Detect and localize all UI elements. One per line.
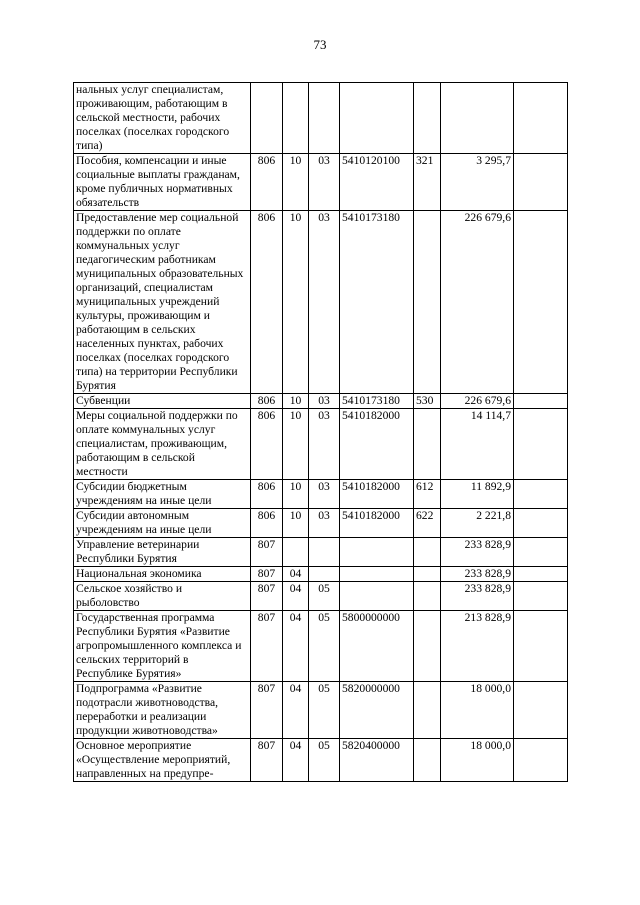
extra-cell xyxy=(514,480,568,509)
ministry-code-cell: 806 xyxy=(251,211,283,394)
extra-cell xyxy=(514,409,568,480)
amount-cell: 3 295,7 xyxy=(441,154,514,211)
subsection-cell xyxy=(309,538,340,567)
row-name-cell: Государственная программа Республики Бурятия «Развитие агропромышленного комплекса и сельских территорий в Республике Бурятия» xyxy=(74,611,251,682)
section-cell: 10 xyxy=(283,509,309,538)
subsection-cell: 03 xyxy=(309,409,340,480)
section-cell: 10 xyxy=(283,154,309,211)
subsection-cell: 03 xyxy=(309,509,340,538)
extra-cell xyxy=(514,211,568,394)
row-name-cell: Субсидии автономным учреждениям на иные цели xyxy=(74,509,251,538)
amount-cell: 213 828,9 xyxy=(441,611,514,682)
table-row xyxy=(74,582,568,611)
ministry-code-cell: 807 xyxy=(251,611,283,682)
subsection-cell: 03 xyxy=(309,394,340,409)
target-article-cell xyxy=(340,538,414,567)
ministry-code-cell: 807 xyxy=(251,582,283,611)
target-article-cell: 5410182000 xyxy=(340,509,414,538)
budget-table-body xyxy=(74,83,568,782)
ministry-code-cell: 807 xyxy=(251,567,283,582)
subsection-cell: 03 xyxy=(309,154,340,211)
table-row xyxy=(74,394,568,409)
table-row xyxy=(74,509,568,538)
expense-type-cell xyxy=(414,739,441,782)
ministry-code-cell: 807 xyxy=(251,682,283,739)
ministry-code-cell: 806 xyxy=(251,394,283,409)
row-name-cell: Подпрограмма «Развитие подотрасли животноводства, переработки и реализации продукции животноводства» xyxy=(74,682,251,739)
extra-cell xyxy=(514,682,568,739)
ministry-code-cell xyxy=(251,83,283,154)
table-row xyxy=(74,154,568,211)
row-name-cell: Сельское хозяйство и рыболовство xyxy=(74,582,251,611)
target-article-cell: 5410182000 xyxy=(340,409,414,480)
section-cell: 10 xyxy=(283,394,309,409)
target-article-cell: 5820400000 xyxy=(340,739,414,782)
table-row xyxy=(74,409,568,480)
row-name-cell: Меры социальной поддержки по оплате коммунальных услуг специалистам, проживающим, работающим в сельской местности xyxy=(74,409,251,480)
row-name-cell: Субвенции xyxy=(74,394,251,409)
expense-type-cell: 612 xyxy=(414,480,441,509)
table-row xyxy=(74,682,568,739)
section-cell: 04 xyxy=(283,582,309,611)
row-name-cell: Пособия, компенсации и иные социальные выплаты гражданам, кроме публичных нормативных обязательств xyxy=(74,154,251,211)
subsection-cell xyxy=(309,567,340,582)
extra-cell xyxy=(514,567,568,582)
subsection-cell: 03 xyxy=(309,211,340,394)
table-row xyxy=(74,567,568,582)
ministry-code-cell: 807 xyxy=(251,538,283,567)
section-cell xyxy=(283,538,309,567)
amount-cell: 233 828,9 xyxy=(441,582,514,611)
amount-cell: 226 679,6 xyxy=(441,211,514,394)
section-cell: 04 xyxy=(283,682,309,739)
row-name-cell: нальных услуг специалистам, проживающим, работающим в сельской местности, рабочих поселках (поселках городского типа) xyxy=(74,83,251,154)
subsection-cell: 05 xyxy=(309,682,340,739)
section-cell: 04 xyxy=(283,567,309,582)
subsection-cell: 05 xyxy=(309,582,340,611)
extra-cell xyxy=(514,538,568,567)
subsection-cell: 05 xyxy=(309,611,340,682)
target-article-cell xyxy=(340,582,414,611)
target-article-cell xyxy=(340,567,414,582)
section-cell: 04 xyxy=(283,739,309,782)
subsection-cell: 05 xyxy=(309,739,340,782)
amount-cell: 18 000,0 xyxy=(441,739,514,782)
subsection-cell: 03 xyxy=(309,480,340,509)
section-cell: 10 xyxy=(283,211,309,394)
expense-type-cell xyxy=(414,567,441,582)
expense-type-cell xyxy=(414,611,441,682)
ministry-code-cell: 806 xyxy=(251,409,283,480)
amount-cell: 11 892,9 xyxy=(441,480,514,509)
target-article-cell: 5820000000 xyxy=(340,682,414,739)
expense-type-cell: 622 xyxy=(414,509,441,538)
amount-cell: 233 828,9 xyxy=(441,567,514,582)
extra-cell xyxy=(514,582,568,611)
ministry-code-cell: 806 xyxy=(251,154,283,211)
extra-cell xyxy=(514,154,568,211)
amount-cell xyxy=(441,83,514,154)
section-cell: 10 xyxy=(283,480,309,509)
section-cell xyxy=(283,83,309,154)
subsection-cell xyxy=(309,83,340,154)
row-name-cell: Предоставление мер социальной поддержки по оплате коммунальных услуг педагогическим работникам муниципальных образовательных организаций, специалистам муниципальных учреждений культуры, проживающим и работающим в сельских населенных пунктах, рабочих поселках (поселках городского типа) на территории Республики Бурятия xyxy=(74,211,251,394)
expense-type-cell xyxy=(414,682,441,739)
expense-type-cell xyxy=(414,83,441,154)
table-row xyxy=(74,480,568,509)
row-name-cell: Субсидии бюджетным учреждениям на иные цели xyxy=(74,480,251,509)
target-article-cell: 5410173180 xyxy=(340,211,414,394)
table-row xyxy=(74,739,568,782)
table-row xyxy=(74,611,568,682)
ministry-code-cell: 806 xyxy=(251,509,283,538)
page-number: 73 xyxy=(313,37,327,52)
target-article-cell: 5800000000 xyxy=(340,611,414,682)
extra-cell xyxy=(514,394,568,409)
target-article-cell: 5410120100 xyxy=(340,154,414,211)
extra-cell xyxy=(514,509,568,538)
target-article-cell: 5410182000 xyxy=(340,480,414,509)
expense-type-cell: 530 xyxy=(414,394,441,409)
section-cell: 10 xyxy=(283,409,309,480)
expense-type-cell xyxy=(414,538,441,567)
table-row xyxy=(74,211,568,394)
section-cell: 04 xyxy=(283,611,309,682)
amount-cell: 18 000,0 xyxy=(441,682,514,739)
extra-cell xyxy=(514,739,568,782)
amount-cell: 14 114,7 xyxy=(441,409,514,480)
row-name-cell: Национальная экономика xyxy=(74,567,251,582)
row-name-cell: Основное мероприятие «Осуществление мероприятий, направленных на предупре- xyxy=(74,739,251,782)
table-row xyxy=(74,538,568,567)
target-article-cell xyxy=(340,83,414,154)
expense-type-cell xyxy=(414,582,441,611)
ministry-code-cell: 806 xyxy=(251,480,283,509)
row-name-cell: Управление ветеринарии Республики Бурятия xyxy=(74,538,251,567)
amount-cell: 226 679,6 xyxy=(441,394,514,409)
expense-type-cell xyxy=(414,409,441,480)
expense-type-cell: 321 xyxy=(414,154,441,211)
target-article-cell: 5410173180 xyxy=(340,394,414,409)
ministry-code-cell: 807 xyxy=(251,739,283,782)
expense-type-cell xyxy=(414,211,441,394)
extra-cell xyxy=(514,83,568,154)
extra-cell xyxy=(514,611,568,682)
budget-table xyxy=(73,82,568,782)
table-row xyxy=(74,83,568,154)
amount-cell: 233 828,9 xyxy=(441,538,514,567)
amount-cell: 2 221,8 xyxy=(441,509,514,538)
